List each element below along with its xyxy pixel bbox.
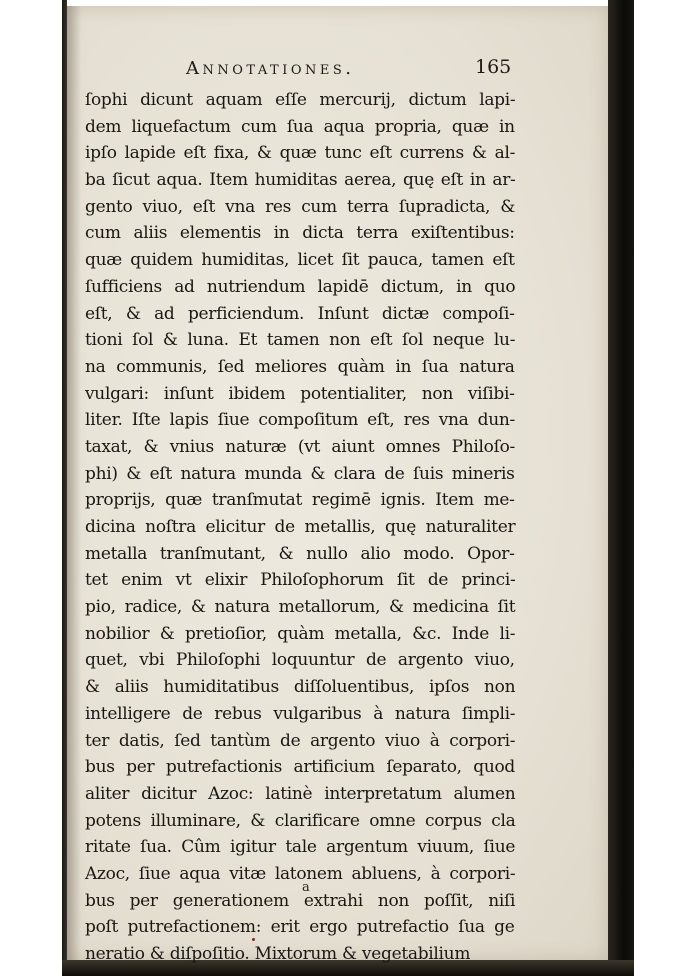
text-line: ipſo lapide eſt fixa, & quæ tunc eſt currens & al- xyxy=(85,143,516,164)
text-line: liter. Iſte lapis ſiue compoſitum eſt, res vna dun- xyxy=(85,410,515,431)
text-line: potens illuminare, & clarificare omne corpus cla xyxy=(85,810,516,831)
text-line: metalla tranſmutant, & nullo alio modo. Opor- xyxy=(85,543,515,564)
text-line: ter datis, ſed tantùm de argento viuo à corpori- xyxy=(85,730,516,751)
text-line: Azoc, ſiue aqua vitæ latonem abluens, à corpori- xyxy=(85,863,516,884)
text-line: bus per generationem extrahi non poſſit, niſi xyxy=(85,890,516,911)
text-line: ba ſicut aqua. Item humiditas aerea, quę eſt in ar- xyxy=(85,170,516,191)
ink-speck xyxy=(252,938,255,941)
signature-mark: a xyxy=(302,880,310,895)
text-line: & aliis humiditatibus diſſoluentibus, ipſos non xyxy=(85,677,516,698)
text-line: aliter dicitur Azoc: latinè interpretatum alumen xyxy=(85,783,516,804)
text-line: dicina noſtra elicitur de metallis, quę naturaliter xyxy=(85,517,516,537)
text-line: quet, vbi Philoſophi loquuntur de argento viuo, xyxy=(85,650,515,671)
text-line: na communis, ſed meliores quàm in ſua natura xyxy=(85,356,515,377)
text-line: nobilior & pretioſior, quàm metalla, &c. Inde li- xyxy=(85,623,516,644)
book-fore-edge xyxy=(608,0,634,976)
text-line: intelligere de rebus vulgaribus à natura ſimpli- xyxy=(85,703,516,724)
text-line: dem liquefactum cum ſua aqua propria, quæ in xyxy=(85,116,515,137)
body-text xyxy=(85,87,515,968)
text-line: eſt, & ad perficiendum. Inſunt dictæ compoſi- xyxy=(85,303,515,324)
running-title: Annotationes. xyxy=(186,58,355,79)
text-line: ſophi dicunt aquam eſſe mercurij, dictum lapi- xyxy=(85,90,516,110)
text-line: quæ quidem humiditas, licet ſit pauca, tamen eſt xyxy=(85,250,515,271)
text-line: gento viuo, eſt vna res cum terra ſupradicta, & xyxy=(85,196,516,217)
page-gutter-shadow xyxy=(67,6,81,961)
text-line: bus per putrefactionis artificium ſeparato, quod xyxy=(85,757,515,778)
text-line: taxat, & vnius naturæ (vt aiunt omnes Philoſo- xyxy=(85,436,515,457)
text-line: tet enim vt elixir Philoſophorum ſit de princi- xyxy=(85,570,516,591)
text-line: vulgari: inſunt ibidem potentialiter, non viſibi- xyxy=(85,383,515,404)
text-line: cum aliis elementis in dicta terra exiſtentibus: xyxy=(85,223,515,244)
text-line: neratio & diſpoſitio. Mixtorum & vegetabilium xyxy=(85,944,471,964)
text-line: tioni ſol & luna. Et tamen non eſt ſol neque lu- xyxy=(85,330,516,351)
text-line: poſt putrefactionem: erit ergo putrefactio ſua ge xyxy=(85,917,515,938)
text-line: phi) & eſt natura munda & clara de ſuis mineris xyxy=(85,463,515,484)
page-number: 165 xyxy=(475,56,512,78)
text-line: ſufficiens ad nutriendum lapidē dictum, in quo xyxy=(85,276,516,297)
running-head xyxy=(120,56,512,82)
text-line: proprijs, quæ tranſmutat regimē ignis. Item me- xyxy=(85,490,515,511)
text-line: ritate ſua. Cûm igitur tale argentum viuum, ſiue xyxy=(85,837,516,858)
text-line: pio, radice, & natura metallorum, & medicina ſit xyxy=(85,597,516,618)
